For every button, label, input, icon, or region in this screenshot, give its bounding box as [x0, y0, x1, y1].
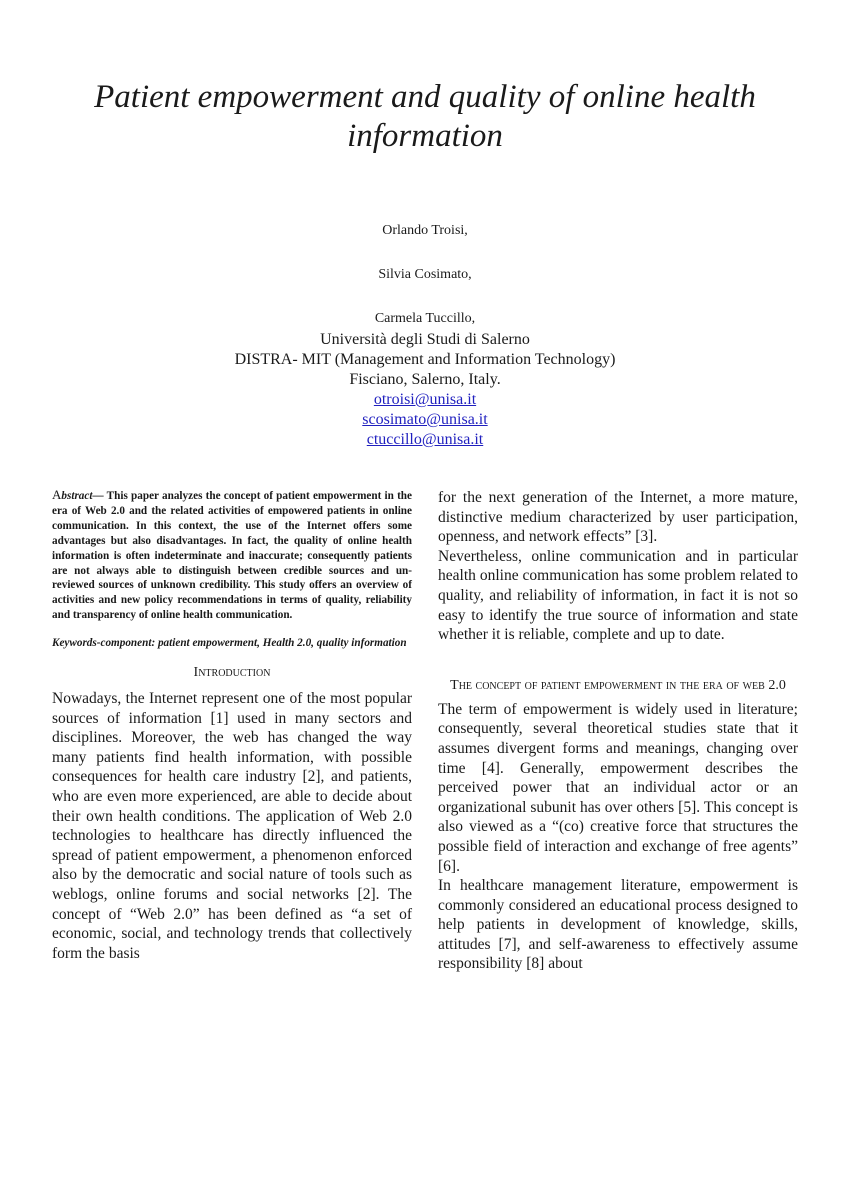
right-column [438, 488, 798, 974]
title-line-2: information [347, 118, 503, 154]
concept-paragraph-1: The term of empowerment is widely used in literature; consequently, several theoretical studies state that it assumes divergent forms and meanings, changing over time [4]. Generally, empowerment describes the perceived power that an individual actor or an organizational subunit has over others [5]. This concept is also viewed as a “(co) creative force that structures the possible field of interaction and exchange of free agents” [6]. [438, 700, 798, 875]
title-line-1: Patient empowerment and quality of online health [94, 79, 756, 115]
keywords: Keywords-component: patient empowerment, Health 2.0, quality information [52, 637, 407, 650]
introduction-body [52, 689, 412, 963]
paper-title [40, 78, 810, 156]
left-column [52, 488, 412, 963]
introduction-paragraph: Nowadays, the Internet represent one of the most popular sources of information [1] used in many sectors and disciplines. Moreover, the web has changed the way many patients find health information, with possible consequences for health care industry [2], and patients, who are even more experienced, are able to decide about their own health conditions. The application of Web 2.0 technologies to healthcare has directly influenced the spread of patient empowerment, a phenomenon enforced also by the democratic and social nature of tools such as weblogs, online forums and social networks [2]. The concept of “Web 2.0” has been defined as “a set of economic, social, and technology trends that collectively form the basis [52, 690, 412, 962]
abstract-lead-letter: A [52, 487, 62, 502]
author-3: Carmela Tuccillo, [374, 311, 476, 326]
affiliation-university: Università degli Studi di Salerno [320, 331, 530, 348]
abstract-label: bstract— [61, 490, 104, 502]
intro-continued-paragraph-2: Nevertheless, online communication and in particular health online communication has some problem related to quality, and reliability of information, in fact it is not so easy to identify the true source of information and state whether it is reliable, complete and up to date. [438, 547, 798, 644]
affiliation-block [0, 330, 850, 450]
abstract-text: This paper analyzes the concept of patient empowerment in the era of Web 2.0 and the related activities of empowered patients in online communication. In this context, the use of the Internet offers some advantages but also disadvantages. In fact, the quality of online health information is often indeterminate and inaccurate; consequently patients are not always able to distinguish between credible sources and un-reviewed sources of unknown credibility. This study offers an overview of activities and new policy recommendations in terms of quality, reliability and transparency of online health communication. [52, 490, 412, 622]
email-link-1[interactable]: otroisi@unisa.it [373, 391, 477, 408]
author-1: Orlando Troisi, [382, 223, 468, 238]
concept-body [438, 700, 798, 974]
concept-paragraph-2: In healthcare management literature, empowerment is commonly considered an educational process designed to help patients in development of knowledge, skills, attitudes [7], and self-awareness to effectively assume responsibility [8] about [438, 877, 798, 973]
email-link-3[interactable]: ctuccillo@unisa.it [366, 431, 484, 448]
introduction-heading: Introduction [193, 665, 271, 681]
affiliation-location: Fisciano, Salerno, Italy. [349, 371, 501, 388]
affiliation-department: DISTRA- MIT (Management and Information Technology) [234, 351, 616, 368]
concept-heading: The concept of patient empowerment in the era of web 2.0 [450, 677, 786, 693]
intro-continued-body [438, 488, 798, 645]
author-2: Silvia Cosimato, [378, 267, 472, 282]
email-link-2[interactable]: scosimato@unisa.it [362, 411, 488, 428]
intro-continued-paragraph-1: for the next generation of the Internet, a more mature, distinctive medium characterized by user participation, openness, and network effects” [3]. [438, 489, 798, 546]
abstract [52, 488, 412, 623]
